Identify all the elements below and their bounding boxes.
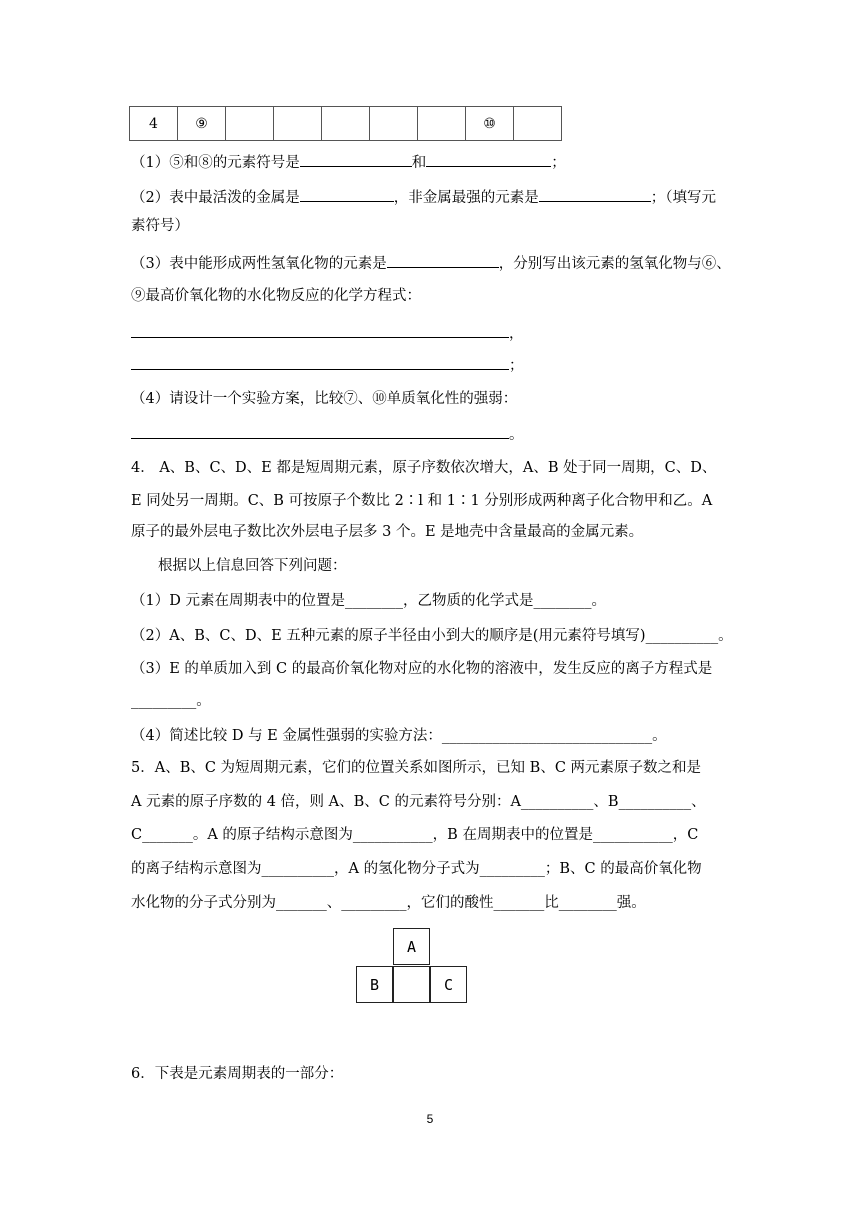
answer-blank[interactable] [387, 252, 499, 268]
q3-part2-cont: 素符号） [131, 218, 189, 234]
table-cell: ⑨ [178, 107, 226, 141]
q3-part4-answer: 。 [131, 423, 524, 445]
q3-equation-line-2: ； [131, 354, 524, 376]
table-cell [370, 107, 418, 141]
table-cell: 4 [130, 107, 178, 141]
q5-line-4: 的离子结构示意图为__________，A 的氢化物分子式为_________；B、C 的最高价氧化物 [131, 861, 702, 877]
table-cell [418, 107, 466, 141]
q3-part1: （1）⑤和⑧的元素符号是 和 ； [131, 151, 566, 173]
q4-intro-3: 原子的最外层电子数比次外层电子层多 3 个。E 是地壳中含量最高的金属元素。 [131, 524, 644, 540]
q4-sub-3-cont: _________。 [131, 693, 211, 709]
q3-equation-line-1: ， [131, 322, 524, 344]
answer-blank[interactable] [300, 151, 412, 167]
element-position-diagram [356, 928, 473, 1004]
q4-sub-4: （4）简述比较 D 与 E 金属性强弱的实验方法：_____________________________。 [131, 728, 667, 744]
q3-part4: （4）请设计一个实验方案，比较⑦、⑩单质氧化性的强弱： [131, 391, 518, 407]
table-cell [322, 107, 370, 141]
q4-sub-2: （2）A、B、C、D、E 五种元素的原子半径由小到大的顺序是(用元素符号填写)__________。 [131, 628, 733, 644]
diagram-cell-c: C [430, 966, 467, 1003]
table-cell [274, 107, 322, 141]
q3-part3-cont: ⑨最高价氧化物的水化物反应的化学方程式： [131, 288, 421, 304]
q6-intro: 6．下表是元素周期表的一部分： [131, 1066, 344, 1082]
q4-intro-4: 根据以上信息回答下列问题： [158, 558, 347, 574]
periodic-table-fragment [129, 106, 562, 141]
q5-line-2: A 元素的原子序数的 4 倍，则 A、B、C 的元素符号分别：A__________、B__________、 [131, 794, 706, 810]
answer-blank[interactable] [131, 423, 509, 439]
answer-blank[interactable] [131, 322, 509, 338]
answer-blank[interactable] [426, 151, 551, 167]
diagram-cell-a: A [393, 928, 430, 965]
table-cell [226, 107, 274, 141]
page-number: 5 [426, 1112, 434, 1126]
q4-sub-1: （1）D 元素在周期表中的位置是________，乙物质的化学式是________。 [131, 593, 606, 609]
q3-part2: （2）表中最活泼的金属是 ，非金属最强的元素是 ；（填写元 [131, 186, 716, 208]
q5-line-1: 5．A、B、C 为短周期元素，它们的位置关系如图所示，已知 B、C 两元素原子数之和是 [131, 760, 702, 776]
q5-line-3: C_______。A 的原子结构示意图为___________，B 在周期表中的位置是___________，C [131, 827, 699, 843]
q4-intro-1: 4． A、B、C、D、E 都是短周期元素，原子序数依次增大，A、B 处于同一周期，C、D、 [131, 460, 717, 476]
table-cell: ⑩ [466, 107, 514, 141]
q4-intro-2: E 同处另一周期。C、B 可按原子个数比 2∶l 和 1∶1 分别形成两种离子化合物甲和乙。A [131, 493, 713, 509]
diagram-cell-b: B [356, 966, 393, 1003]
answer-blank[interactable] [539, 186, 651, 202]
answer-blank[interactable] [131, 354, 509, 370]
diagram-cell-empty [393, 966, 430, 1003]
table-cell [514, 107, 562, 141]
q5-line-5: 水化物的分子式分别为_______、_________，它们的酸性_______比________强。 [131, 895, 646, 911]
q4-sub-3: （3）E 的单质加入到 C 的最高价氧化物对应的水化物的溶液中，发生反应的离子方程式是 [131, 661, 713, 677]
q3-part3: （3）表中能形成两性氢氧化物的元素是 ，分别写出该元素的氢氧化物与⑥、 [131, 252, 731, 274]
answer-blank[interactable] [300, 186, 394, 202]
